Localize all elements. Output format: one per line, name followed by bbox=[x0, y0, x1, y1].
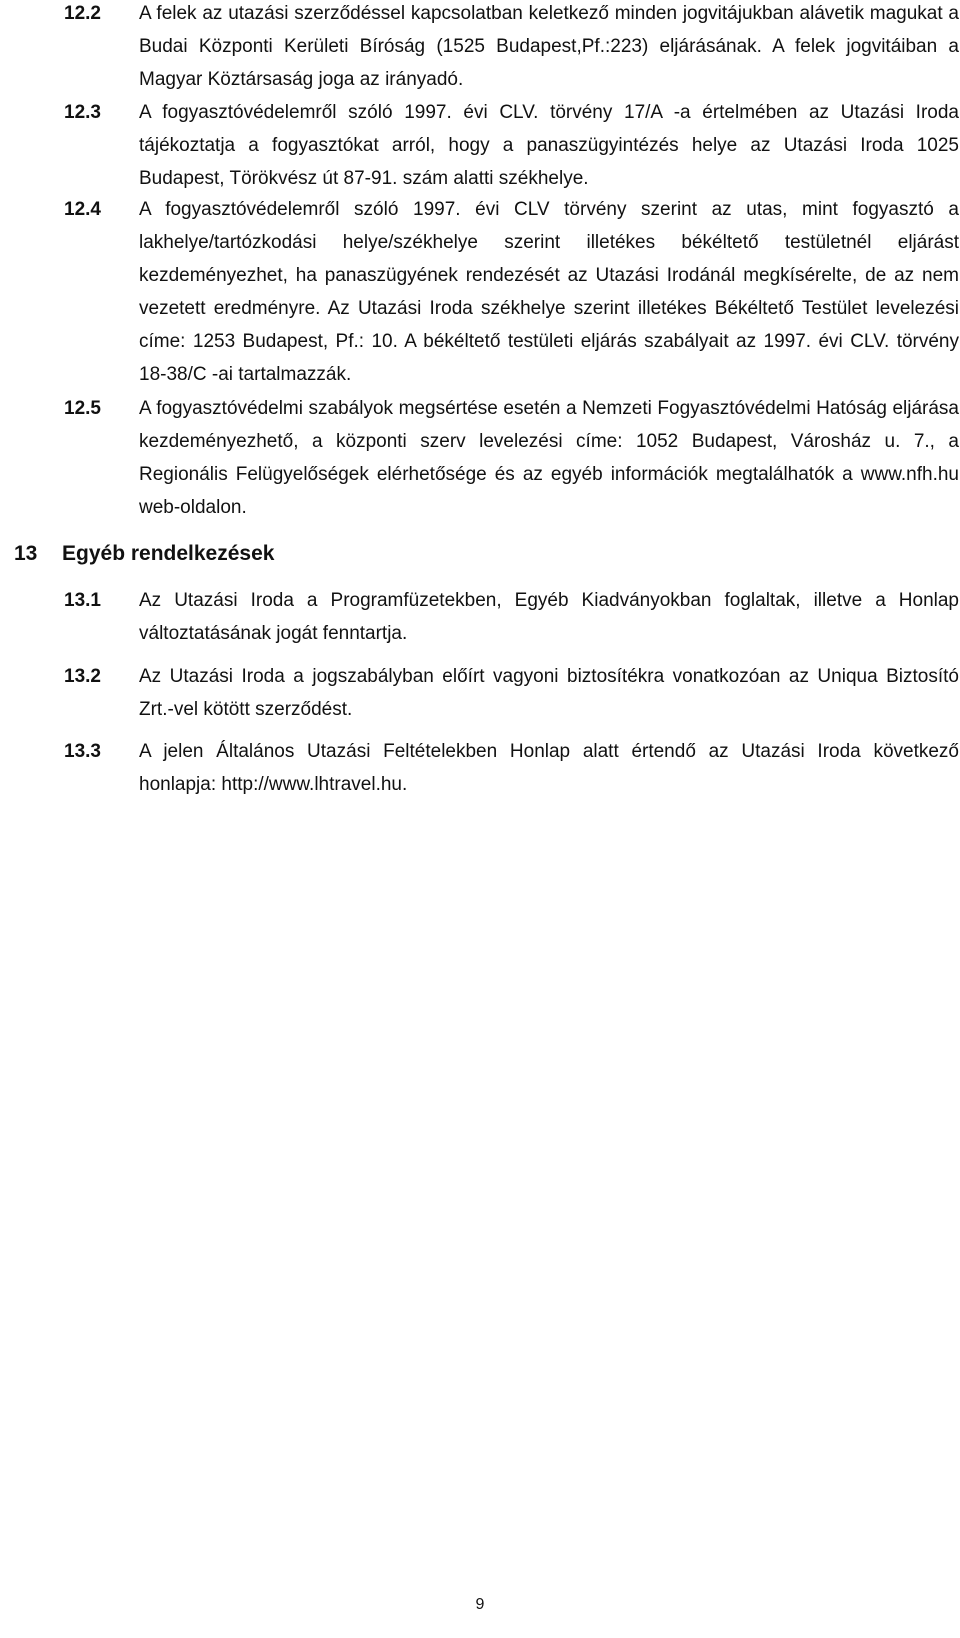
page-number: 9 bbox=[475, 1596, 485, 1613]
clause-number: 12.4 bbox=[64, 199, 101, 220]
clause-number: 13.2 bbox=[64, 666, 101, 687]
clause-text: A felek az utazási szerződéssel kapcsolatban keletkező minden jogvitájukban alávetik magukat a Budai Központi Kerületi Bíróság (1525 Budapest,Pf.:223) eljárásának. A felek jogvitáiban a Magyar Köztársaság joga az irányadó. bbox=[139, 3, 959, 90]
section-heading-13 bbox=[14, 537, 274, 570]
clause-number: 13.1 bbox=[64, 590, 101, 611]
clause-number: 12.2 bbox=[64, 3, 101, 24]
clause-text: A jelen Általános Utazási Feltételekben Honlap alatt értendő az Utazási Iroda következő honlapja: http://www.lhtravel.hu. bbox=[139, 741, 959, 795]
section-title: Egyéb rendelkezések bbox=[62, 542, 275, 565]
clause-text: A fogyasztóvédelmi szabályok megsértése esetén a Nemzeti Fogyasztóvédelmi Hatóság eljárása kezdeményezhető, a központi szerv levelezési címe: 1052 Budapest, Városház u. 7., a Regionális Felügyelőségek elérhetősége és az egyéb információk megtalálhatók a www.nfh.hu web-oldalon. bbox=[139, 398, 959, 518]
section-number: 13 bbox=[14, 542, 38, 565]
clause-number: 12.5 bbox=[64, 398, 101, 419]
clause-text: A fogyasztóvédelemről szóló 1997. évi CLV törvény szerint az utas, mint fogyasztó a lakhelye/tartózkodási helye/székhelye szerint illetékes békéltető testületnél eljárást kezdeményezhet, ha panaszügyének rendezését az Utazási Irodánál megkísérelte, de az nem vezetett eredményre. Az Utazási Iroda székhelye szerint illetékes Békéltető Testület levelezési címe: 1253 Budapest, Pf.: 10. A békéltető testületi eljárás szabályait az 1997. évi CLV. törvény 18-38/C -ai tartalmazzák. bbox=[139, 199, 959, 385]
clause-text: Az Utazási Iroda a Programfüzetekben, Egyéb Kiadványokban foglaltak, illetve a Honlap változtatásának jogát fenntartja. bbox=[139, 590, 959, 644]
clause-text: A fogyasztóvédelemről szóló 1997. évi CLV. törvény 17/A -a értelmében az Utazási Iroda tájékoztatja a fogyasztókat arról, hogy a panaszügyintézés helye az Utazási Iroda 1025 Budapest, Törökvész út 87-91. szám alatti székhelye. bbox=[139, 102, 959, 189]
clause-number: 13.3 bbox=[64, 741, 101, 762]
clause-number: 12.3 bbox=[64, 102, 101, 123]
clause-text: Az Utazási Iroda a jogszabályban előírt vagyoni biztosítékra vonatkozóan az Uniqua Biztosító Zrt.-vel kötött szerződést. bbox=[139, 666, 959, 720]
